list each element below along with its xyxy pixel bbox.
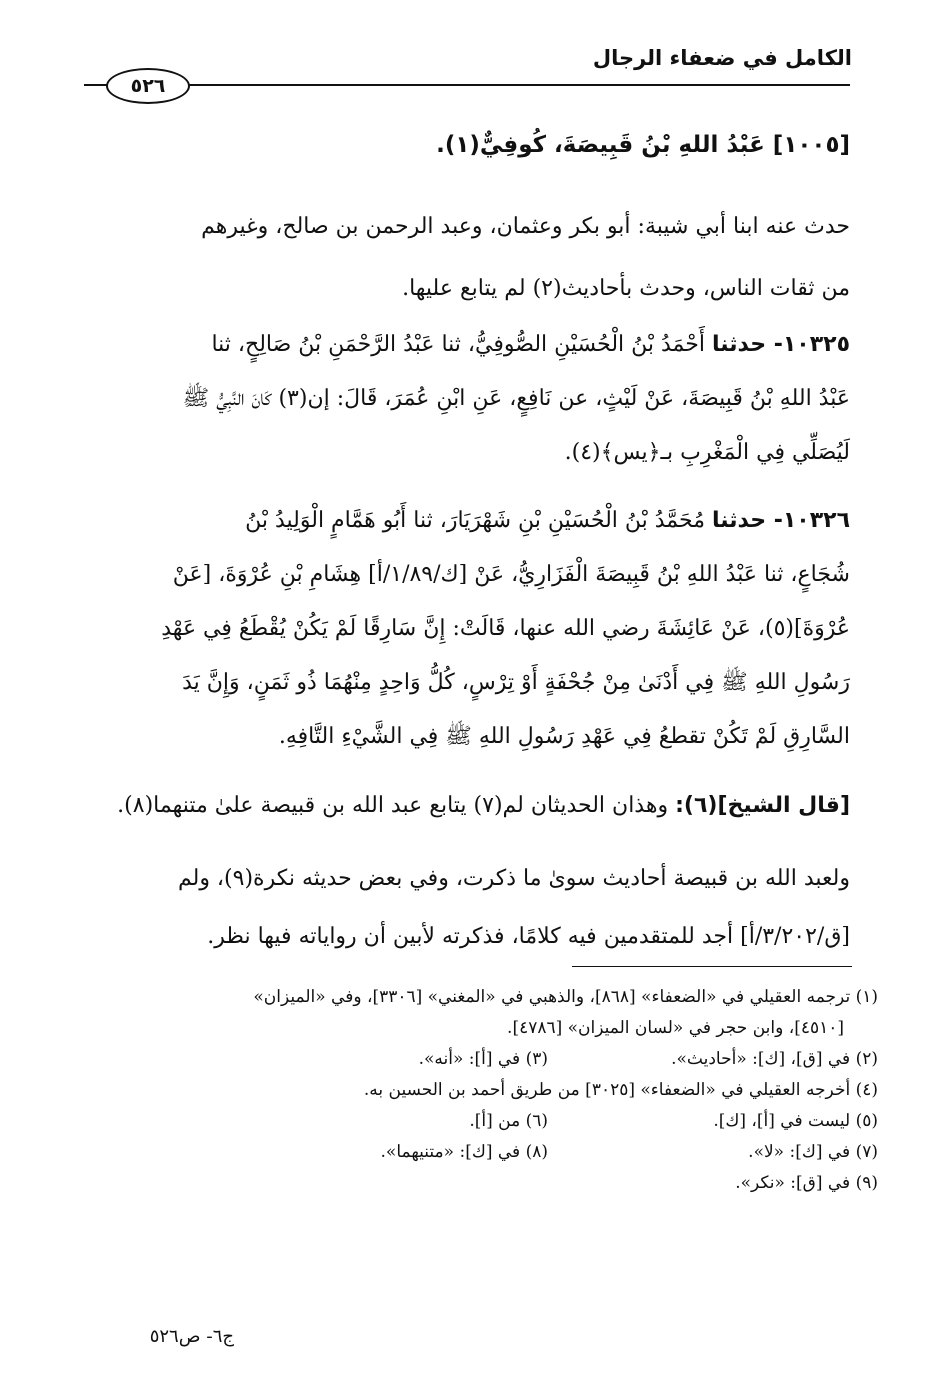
text-line: السَّارِقِ لَمْ تَكُنْ تقطعُ فِي عَهْدِ رَسُولِ اللهِ ﷺ فِي الشَّيْءِ التَّافِهِ. [278, 724, 850, 749]
running-title: الكامل في ضعفاء الرجال [592, 46, 852, 70]
hadith-number: ١٠٣٢٦- حدثنا [712, 508, 850, 533]
text-span: وهذان الحديثان لم(٧) يتابع عبد الله بن قبيصة علىٰ متنهما(٨). [117, 793, 669, 818]
footnote: (٣) في [أ]: «أنه». [418, 1049, 548, 1069]
entry-heading: [١٠٠٥] عَبْدُ اللهِ بْنُ قَبِيصَةَ، كُوفِيٌّ(١). [436, 132, 850, 158]
text-span: أَحْمَدُ بْنُ الْحُسَيْنِ الصُّوفِيُّ، ثنا عَبْدُ الرَّحْمَنِ بْنُ صَالِحٍ، ثنا [211, 332, 705, 357]
page-number: ٥٢٦ [130, 75, 166, 97]
text-line: [ق/٣/٢٠٢/أ] أجد للمتقدمين فيه كلامًا، فذكرته لأبين أن رواياته فيها نظر. [207, 924, 850, 949]
text-line: لَيُصَلِّي فِي الْمَغْرِبِ بـ﴿يس﴾(٤). [564, 440, 850, 465]
footnotes [84, 982, 878, 1199]
text-line: شُجَاعٍ، ثنا عَبْدُ اللهِ بْنُ قَبِيصَةَ الْفَزَارِيُّ، عَنْ [ك/١/٨٩/أ] هِشَامِ بْنِ عُرْوَةَ، [عَنْ [172, 562, 850, 587]
text-line: عُرْوَةَ](٥)، عَنْ عَائِشَةَ رضي الله عنها، قَالَتْ: إِنَّ سَارِقًا لَمْ يَكُنْ يُقْطَعُ فِي عَهْدِ [161, 616, 850, 641]
header-rule [84, 84, 850, 86]
footnote: (٦) من [أ]. [469, 1111, 548, 1131]
text-line: رَسُولِ اللهِ ﷺ فِي أَدْنَىٰ مِنْ جُحْفَةٍ أَوْ تِرْسٍ، كُلُّ وَاحِدٍ مِنْهُمَا ذُو ثَمَنٍ، وَإِنَّ يَدَ [182, 670, 850, 695]
text-line [84, 318, 850, 372]
text-line: عَبْدُ اللهِ بْنُ قَبِيصَةَ، عَنْ لَيْثٍ، عن نَافِعٍ، عَنِ ابْنِ عُمَرَ، قَالَ: إن(٣) كَانَ النَّبِيُّ ﷺ [182, 386, 850, 411]
text-line [84, 494, 850, 548]
footnote-row [84, 1044, 878, 1075]
footnote: (٢) في [ق]، [ك]: «أحاديث». [671, 1049, 878, 1069]
hadith-10325 [84, 318, 850, 480]
paragraph-closing [84, 850, 850, 966]
text-span: مُحَمَّدُ بْنُ الْحُسَيْنِ بْنِ شَهْرَيَارَ، ثنا أَبُو هَمَّامٍ الْوَلِيدُ بْنُ [245, 508, 705, 533]
footnote: (١) ترجمه العقيلي في «الضعفاء» [٨٦٨]، والذهبي في «المغني» [٣٣٠٦]، وفي «الميزان» [253, 987, 878, 1007]
volume-page-ref: ج٦- ص٥٢٦ [149, 1326, 234, 1347]
sheikh-remark [84, 786, 850, 826]
footnote: [٤٥١٠]، وابن حجر في «لسان الميزان» [٤٧٨٦]. [507, 1018, 844, 1038]
page-number-oval [106, 68, 190, 104]
hadith-10326 [84, 494, 850, 764]
footnote: (٧) في [ك]: «لا». [748, 1142, 878, 1162]
text-line: حدث عنه ابنا أبي شيبة: أبو بكر وعثمان، وعبد الرحمن بن صالح، وغيرهم [201, 214, 850, 239]
footnote-row [84, 1137, 878, 1168]
paragraph-intro [84, 196, 850, 320]
text-line [84, 786, 850, 826]
footnote-rule [572, 966, 852, 967]
remark-lead: [قال الشيخ](٦): [675, 793, 850, 818]
hadith-number: ١٠٣٢٥- حدثنا [712, 332, 850, 357]
footnote: (٥) ليست في [أ]، [ك]. [713, 1111, 878, 1131]
footnote-row [84, 1106, 878, 1137]
footnote: (٩) في [ق]: «نكر». [735, 1173, 878, 1193]
text-line: ولعبد الله بن قبيصة أحاديث سوىٰ ما ذكرت، وفي بعض حديثه نكرة(٩)، ولم [177, 866, 850, 891]
footnote: (٤) أخرجه العقيلي في «الضعفاء» [٣٠٢٥] من طريق أحمد بن الحسين به. [363, 1080, 878, 1100]
footnote: (٨) في [ك]: «متنيهما». [380, 1142, 548, 1162]
text-line: من ثقات الناس، وحدث بأحاديث(٢) لم يتابع عليها. [402, 276, 850, 301]
